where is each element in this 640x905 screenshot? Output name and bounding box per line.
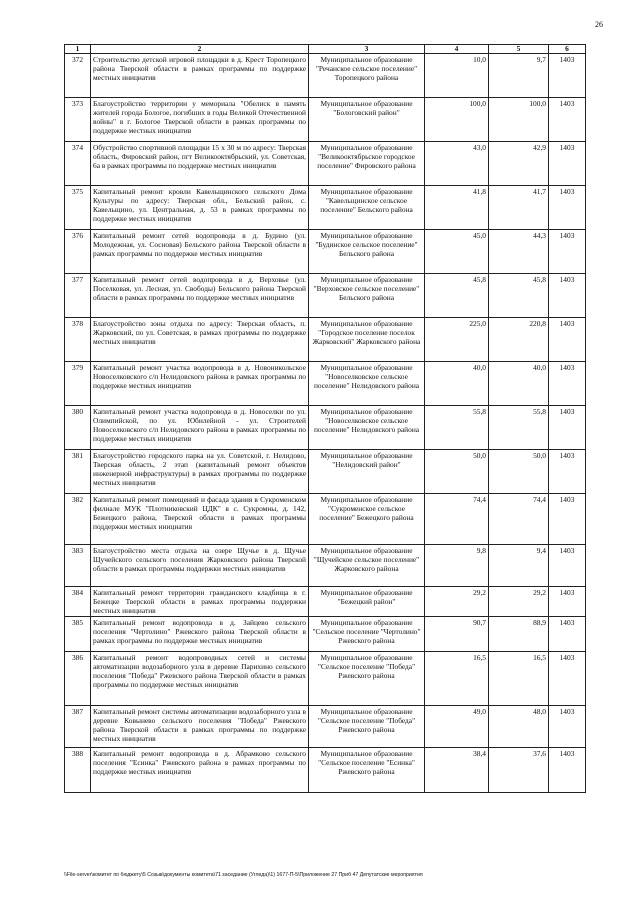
cell-v1: 49,0 <box>425 706 489 748</box>
table-row <box>65 706 586 748</box>
table-row <box>65 748 586 793</box>
cell-desc: Капитальный ремонт участка водопровода в д. Новоникольское Новоселковского с/п Нелидовского района в рамках программы по поддержке местных инициатив <box>91 362 309 406</box>
cell-num: 384 <box>65 587 91 617</box>
cell-desc: Капитальный ремонт кровли Кавельщинского сельского Дома Культуры по адресу: Тверская обл., Бельский район, с. Кавельщино, ул. Центральная, д. 53 в рамках программы по поддержке местных инициатив <box>91 186 309 230</box>
cell-desc: Благоустройство городского парка на ул. Советской, г. Нелидово, Тверская область, 2 этап (капитальный ремонт объектов инженерной инфраструктуры) в рамках программы по поддержке местных инициатив <box>91 450 309 494</box>
cell-num: 376 <box>65 230 91 274</box>
cell-desc: Капитальный ремонт сетей водопровода в д. Верховье (ул. Поселковая, ул. Лесная, ул. Свободы) Бельского района Тверской области в рамках программы по поддержке местных инициатив <box>91 274 309 318</box>
column-header: 3 <box>309 45 425 54</box>
appendix-table <box>64 44 586 793</box>
cell-v1: 16,5 <box>425 652 489 706</box>
cell-v1: 41,8 <box>425 186 489 230</box>
cell-v1: 43,0 <box>425 142 489 186</box>
cell-desc: Капитальный ремонт сетей водопровода в д. Будино (ул. Молодежная, ул. Сосновая) Бельского района Тверской области в рамках программы по поддержке местных инициатив <box>91 230 309 274</box>
cell-desc: Благоустройство территории у мемориала "Обелиск в память жителей города Бологое, погибших в годы Великой Отечественной войны" в г. Бологое Тверской области в рамках программы по поддержке местных инициатив <box>91 98 309 142</box>
cell-v2: 45,8 <box>489 274 549 318</box>
cell-desc: Капитальный ремонт водопровода в д. Абрамково сельского поселения "Есинка" Ржевского района в рамках программы по поддержке местных инициатив <box>91 748 309 793</box>
cell-desc: Благоустройство места отдыха на озере Щучье в д. Щучье Щучейского сельского поселения Жарковского района Тверской области в рамках программы поддержки местных инициатив <box>91 545 309 587</box>
table-row <box>65 186 586 230</box>
cell-org: Муниципальное образование "Будинское сельское поселение" Бельского района <box>309 230 425 274</box>
cell-v2: 16,5 <box>489 652 549 706</box>
cell-org: Муниципальное образование "Городское поселение поселок Жарковский" Жарковского района <box>309 318 425 362</box>
cell-code: 1403 <box>549 652 586 706</box>
cell-org: Муниципальное образование "Сельское поселение "Победа" Ржевского района <box>309 706 425 748</box>
table-header-row <box>65 45 586 54</box>
column-header: 6 <box>549 45 586 54</box>
cell-num: 386 <box>65 652 91 706</box>
column-header: 5 <box>489 45 549 54</box>
cell-desc: Капитальный ремонт помещений и фасада здания в Сукроменском филиале МУК "Плотниковский ЦДК" в с. Сукромны, д. 142, Бежецкого района, Тверской области в рамках программы поддержки местных инициатив <box>91 494 309 545</box>
cell-v1: 100,0 <box>425 98 489 142</box>
cell-v1: 29,2 <box>425 587 489 617</box>
table-row <box>65 545 586 587</box>
cell-v2: 55,8 <box>489 406 549 450</box>
table-row <box>65 406 586 450</box>
cell-num: 381 <box>65 450 91 494</box>
cell-org: Муниципальное образование "Щучейское сельское поселение" Жарковского района <box>309 545 425 587</box>
cell-num: 375 <box>65 186 91 230</box>
cell-code: 1403 <box>549 98 586 142</box>
cell-v2: 48,0 <box>489 706 549 748</box>
cell-code: 1403 <box>549 748 586 793</box>
table-row <box>65 587 586 617</box>
cell-num: 387 <box>65 706 91 748</box>
cell-v1: 10,0 <box>425 54 489 98</box>
cell-org: Муниципальное образование "Кавельщинское сельское поселение" Бельского района <box>309 186 425 230</box>
cell-v1: 45,0 <box>425 230 489 274</box>
cell-desc: Благоустройство зоны отдыха по адресу: Тверская область, п. Жарковский, по ул. Советская, в рамках программы по поддержке местных инициатив <box>91 318 309 362</box>
cell-num: 382 <box>65 494 91 545</box>
cell-desc: Капитальный ремонт водопровода в д. Зайцево сельского поселения "Чертолино" Ржевского района Тверской области в рамках программы по поддержке местных инициатив <box>91 617 309 652</box>
cell-code: 1403 <box>549 274 586 318</box>
cell-code: 1403 <box>549 230 586 274</box>
cell-desc: Обустройство спортивной площадки 15 х 30 м по адресу: Тверская область, Фировский район, пгт Великооктябрьский, ул. Советская, 6а в рамках программы по поддержке местных инициатив <box>91 142 309 186</box>
cell-org: Муниципальное образование "Новоселковское сельское поселение" Нелидовского района <box>309 406 425 450</box>
cell-code: 1403 <box>549 186 586 230</box>
cell-v2: 42,9 <box>489 142 549 186</box>
cell-v1: 225,0 <box>425 318 489 362</box>
table-row <box>65 54 586 98</box>
cell-num: 379 <box>65 362 91 406</box>
cell-code: 1403 <box>549 362 586 406</box>
cell-desc: Капитальный ремонт системы автоматизации водозаборного узла в деревне Ковынево сельского поселения "Победа" Ржевского района Тверской области в рамках программы по поддержке местных инициатив <box>91 706 309 748</box>
cell-v1: 45,8 <box>425 274 489 318</box>
cell-code: 1403 <box>549 587 586 617</box>
cell-v2: 100,0 <box>489 98 549 142</box>
cell-v1: 40,0 <box>425 362 489 406</box>
cell-num: 385 <box>65 617 91 652</box>
file-path-footer: \\File-server\комитет по бюджету\5 Созыв\документы комитета\71 заседание (Угледа)\1) 1677-П-5\Приложение 27 Приб 47 Депутатские мероприятия <box>64 872 423 878</box>
cell-code: 1403 <box>549 450 586 494</box>
cell-org: Муниципальное образование "Новоселковское сельское поселение" Нелидовского района <box>309 362 425 406</box>
cell-v2: 74,4 <box>489 494 549 545</box>
cell-v2: 29,2 <box>489 587 549 617</box>
cell-v2: 44,3 <box>489 230 549 274</box>
cell-code: 1403 <box>549 706 586 748</box>
column-header: 4 <box>425 45 489 54</box>
cell-num: 380 <box>65 406 91 450</box>
cell-org: Муниципальное образование "Нелидовский район" <box>309 450 425 494</box>
cell-org: Муниципальное образование "Бологовский район" <box>309 98 425 142</box>
cell-num: 373 <box>65 98 91 142</box>
table-row <box>65 230 586 274</box>
cell-v1: 9,8 <box>425 545 489 587</box>
table-row <box>65 652 586 706</box>
cell-v1: 55,8 <box>425 406 489 450</box>
cell-num: 383 <box>65 545 91 587</box>
cell-org: Муниципальное образование "Бежецкий район" <box>309 587 425 617</box>
table-row <box>65 362 586 406</box>
table-row <box>65 98 586 142</box>
column-header: 1 <box>65 45 91 54</box>
cell-desc: Капитальный ремонт водопроводных сетей и системы автоматизации водозаборного узла в деревне Парихино сельского поселения "Победа" Ржевского района Тверской области в рамках программы по поддержке местных инициатив <box>91 652 309 706</box>
cell-org: Муниципальное образование "Сукроменское сельское поселение" Бежецкого района <box>309 494 425 545</box>
cell-v1: 90,7 <box>425 617 489 652</box>
cell-org: Муниципальное образование "Великооктябрьское городское поселение" Фировского района <box>309 142 425 186</box>
cell-code: 1403 <box>549 54 586 98</box>
cell-num: 372 <box>65 54 91 98</box>
cell-v2: 9,4 <box>489 545 549 587</box>
table-row <box>65 318 586 362</box>
table-row <box>65 450 586 494</box>
cell-code: 1403 <box>549 545 586 587</box>
cell-v1: 50,0 <box>425 450 489 494</box>
cell-org: Муниципальное образование "Сельское поселение "Есинка" Ржевского района <box>309 748 425 793</box>
table-row <box>65 274 586 318</box>
cell-v1: 38,4 <box>425 748 489 793</box>
page-number: 26 <box>595 20 603 29</box>
cell-num: 377 <box>65 274 91 318</box>
cell-v1: 74,4 <box>425 494 489 545</box>
cell-num: 388 <box>65 748 91 793</box>
cell-code: 1403 <box>549 406 586 450</box>
cell-code: 1403 <box>549 318 586 362</box>
cell-org: Муниципальное образование "Верховское сельское поселение" Бельского района <box>309 274 425 318</box>
cell-code: 1403 <box>549 142 586 186</box>
cell-num: 374 <box>65 142 91 186</box>
cell-v2: 9,7 <box>489 54 549 98</box>
cell-v2: 50,0 <box>489 450 549 494</box>
column-header: 2 <box>91 45 309 54</box>
cell-v2: 37,6 <box>489 748 549 793</box>
cell-v2: 220,8 <box>489 318 549 362</box>
cell-code: 1403 <box>549 494 586 545</box>
cell-v2: 40,0 <box>489 362 549 406</box>
table-row <box>65 617 586 652</box>
cell-v2: 41,7 <box>489 186 549 230</box>
table-row <box>65 142 586 186</box>
cell-desc: Строительство детской игровой площадки в д. Крест Торопецкого района Тверской области в рамках программы по поддержке местных инициатив <box>91 54 309 98</box>
cell-code: 1403 <box>549 617 586 652</box>
cell-v2: 88,9 <box>489 617 549 652</box>
cell-desc: Капитальный ремонт участка водопровода в д. Новоселки по ул. Олимпийской, по ул. Юбилейной - ул. Строителей Новоселковского с/п Нелидовского района в рамках программы по поддержке местных инициатив <box>91 406 309 450</box>
cell-desc: Капитальный ремонт территории гражданского кладбища в г. Бежецке Тверской области в рамках программы поддержки местных инициатив <box>91 587 309 617</box>
cell-org: Муниципальное образование "Сельское поселение "Чертолино" Ржевского района <box>309 617 425 652</box>
cell-num: 378 <box>65 318 91 362</box>
cell-org: Муниципальное образование "Речанское сельское поселение" Торопецкого района <box>309 54 425 98</box>
table-row <box>65 494 586 545</box>
cell-org: Муниципальное образование "Сельское поселение "Победа" Ржевского района <box>309 652 425 706</box>
